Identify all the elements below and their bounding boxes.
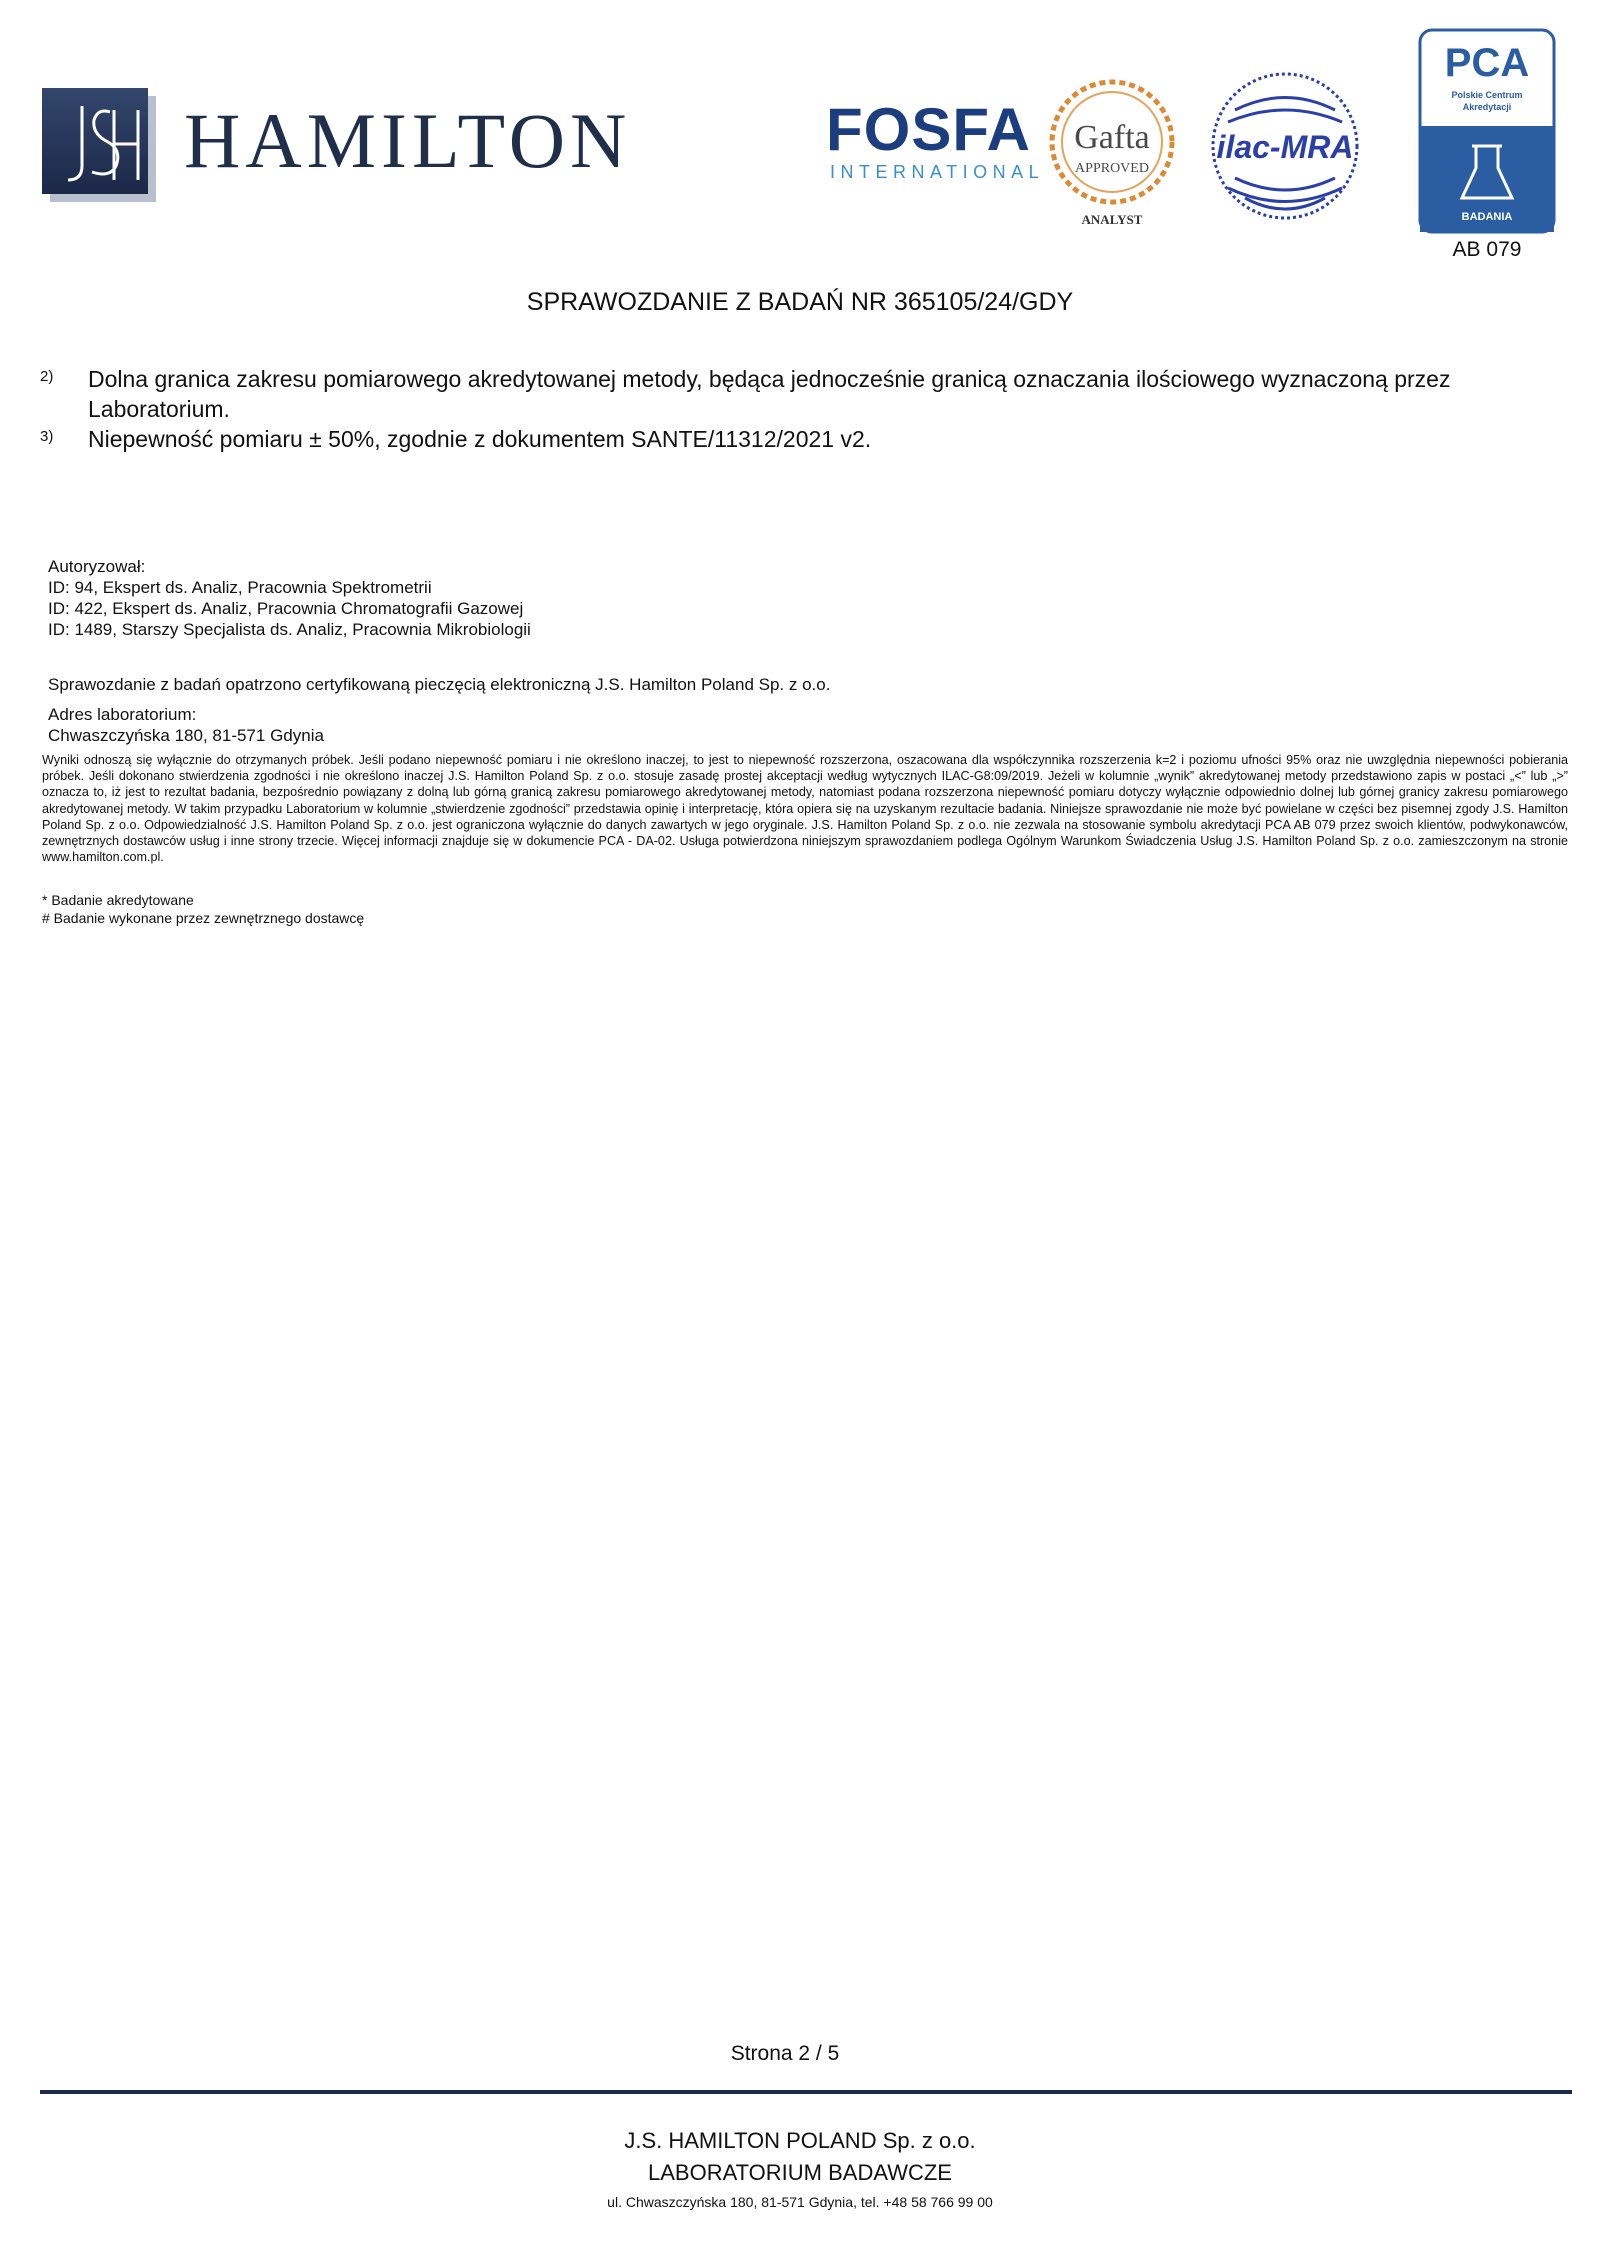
authorizer-line: ID: 422, Ekspert ds. Analiz, Pracownia Chromatografii Gazowej [48,599,524,618]
ilac-name: ilac-MRA [1216,129,1354,165]
page-number: Strona 2 / 5 [730,2042,840,2065]
disclaimer-text: Wyniki odnoszą się wyłącznie do otrzymanych próbek. Jeśli podano niepewność pomiaru i nie określono inaczej, to jest to niepewność rozszerzona, oszacowana dla współczynnika rozszerzenia k=2 i poziomu ufności 95% oraz nie uwzględnia niepewności pobierania próbek. Jeśli dokonano stwierdzenia zgodności i nie określono inaczej J.S. Hamilton Poland Sp. z o.o. stosuje zasadę prostej akceptacji według wytycznych ILAC-G8:09/2019. Jeżeli w kolumnie „wynik” akredytowanej metody przedstawiono zapis w postaci „<” lub „>” oznacza to, iż jest to rezultat badania, bezpośrednio powiązany z dolną lub górną granicą zakresu pomiarowego akredytowanej metody, natomiast podana rozszerzona niepewność pomiaru dotyczy wyłącznie odpowiednio dolnej lub górnej granicy zakresu pomiarowego akredytowanej metody. W takim przypadku Laboratorium w kolumnie „stwierdzenie zgodności” przedstawia opinię i interpretację, która opiera się na uzyskanym rezultacie badania. Niniejsze sprawozdanie nie może być powielane w części bez pisemnej zgody J.S. Hamilton Poland Sp. z o.o. Odpowiedzialność J.S. Hamilton Poland Sp. z o.o. jest ograniczona wyłącznie do danych zawartych w jego oryginale. J.S. Hamilton Poland Sp. z o.o. nie zezwala na stosowanie symbolu akredytacji PCA AB 079 przez swoich klientów, podwykonawców, zewnętrznych dostawców usług i inne strony trzecie. Więcej informacji znajduje się w dokumencie PCA - DA-02. Usługa potwierdzona niniejszym sprawozdaniem podlega Ogólnym Warunkom Świadczenia Usług J.S. Hamilton Poland Sp. z o.o. zamieszczonym na stronie www.hamilton.com.pl. [42,753,1568,865]
footnote-3 [40,424,1570,456]
authorizer-line: ID: 94, Ekspert ds. Analiz, Pracownia Spektrometrii [48,578,432,597]
pca-line1: Polskie Centrum [1451,90,1523,100]
brand-name: HAMILTON [184,97,632,184]
pca-line2: Akredytacji [1462,102,1512,112]
gafta-approved: APPROVED [1075,161,1149,176]
legend-accredited: * Badanie akredytowane [42,892,194,908]
pca-accreditation-logo [1418,28,1556,234]
gafta-name: Gafta [1074,119,1150,156]
footnote-2 [40,364,1570,428]
footer-company: J.S. HAMILTON POLAND Sp. z o.o. [624,2128,976,2153]
footer-address: ul. Chwaszczyńska 180, 81-571 Gdynia, tel. +48 58 766 99 00 [607,2194,993,2210]
accreditation-number: AB 079 [1452,238,1522,261]
lab-address: Chwaszczyńska 180, 81-571 Gdynia [48,726,324,745]
fosfa-subtitle: INTERNATIONAL [830,162,1045,182]
footnote-mark: 3) [40,428,54,445]
fosfa-logo [826,96,1045,188]
gafta-analyst: ANALYST [1081,212,1143,227]
pca-name: PCA [1444,41,1530,85]
footnote-text: Dolna granica zakresu pomiarowego akredytowanej metody, będąca jednocześnie granicą oznaczania ilościowego wyznaczoną przez Laboratorium. [88,366,1451,422]
hamilton-logo [42,88,158,204]
fosfa-wordmark: FOSFA [826,96,1032,163]
footnote-mark: 2) [40,368,54,385]
ilac-mra-logo [1200,70,1370,222]
seal-note: Sprawozdanie z badań opatrzono certyfikowaną pieczęcią elektroniczną J.S. Hamilton Poland Sp. z o.o. [48,675,831,694]
pca-badge: BADANIA [1461,211,1513,223]
footer-divider [40,2090,1572,2094]
footer-lab: LABORATORIUM BADAWCZE [648,2160,952,2185]
report-title: SPRAWOZDANIE Z BADAŃ NR 365105/24/GDY [526,288,1074,316]
authorizer-line: ID: 1489, Starszy Specjalista ds. Analiz, Pracownia Mikrobiologii [48,620,531,639]
gafta-logo [1044,76,1180,228]
lab-address-label: Adres laboratorium: [48,705,197,724]
authorized-label: Autoryzował: [48,557,146,576]
legend-external: # Badanie wykonane przez zewnętrznego dostawcę [42,910,365,926]
footnote-text: Niepewność pomiaru ± 50%, zgodnie z dokumentem SANTE/11312/2021 v2. [88,426,872,452]
